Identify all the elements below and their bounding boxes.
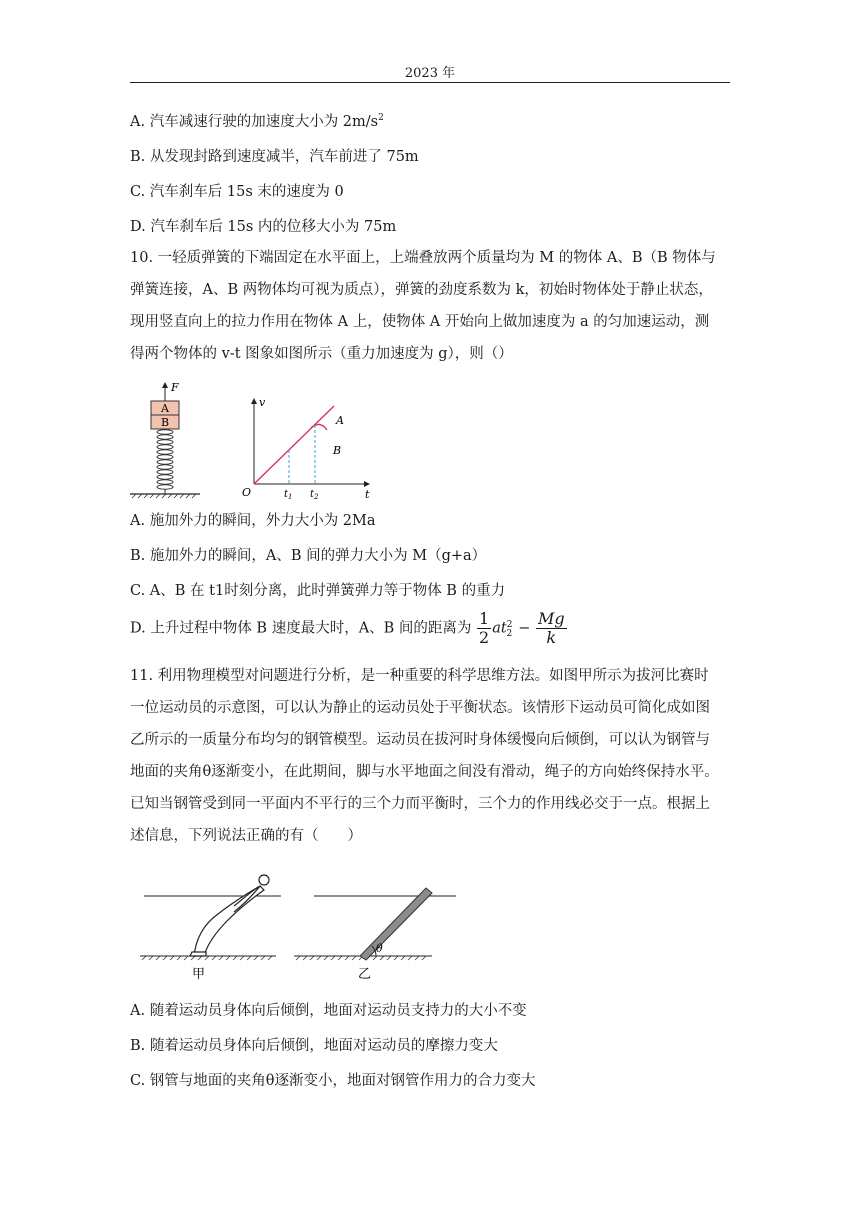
axis-t-label: t <box>365 488 370 501</box>
figure-yi-label: 乙 <box>358 967 372 982</box>
t1-label: $t_1$ <box>284 489 293 501</box>
angle-theta-label: θ <box>376 942 383 955</box>
q11-option-c: C. 钢管与地面的夹角θ逐渐变小，地面对钢管作用力的合力变大 <box>130 1073 536 1089</box>
q11-stem-line-3: 乙所示的一质量分布均匀的钢管模型。运动员在拔河时身体缓慢向后倾倒，可以认为钢管与 <box>130 732 710 748</box>
block-a-label: A <box>161 402 169 415</box>
q11-option-a: A. 随着运动员身体向后倾倒，地面对运动员支持力的大小不变 <box>130 1003 527 1019</box>
q11-stem-line-6: 述信息，下列说法正确的有（ ） <box>130 828 362 844</box>
q11-stem-line-4: 地面的夹角θ逐渐变小，在此期间，脚与水平地面之间没有滑动，绳子的方向始终保持水平。 <box>130 764 719 780</box>
q10-option-d: D. 上升过程中物体 B 速度最大时，A、B 间的距离为 $\frac{1}{2}$ $at^2_2$ − $\frac{Mg}{k}$ <box>130 609 565 647</box>
figure-jia-label: 甲 <box>192 967 206 982</box>
page-header-year: 2023 年 <box>404 66 456 81</box>
block-b-label: B <box>160 416 170 429</box>
q10-option-a: A. 施加外力的瞬间，外力大小为 2Ma <box>130 513 376 529</box>
q9-option-c: C. 汽车刹车后 15s 末的速度为 0 <box>130 184 344 200</box>
curve-a-line <box>254 406 334 484</box>
force-label: F <box>171 381 179 394</box>
t2-label: $t_2$ <box>310 489 319 501</box>
q10-stem-line-3: 现用竖直向上的拉力作用在物体 A 上，使物体 A 开始向上做加速度为 a 的匀加速运动，测 <box>130 314 710 330</box>
athlete-icon <box>190 875 269 956</box>
spring-icon <box>157 430 173 494</box>
q9-option-a: A. 汽车减速行驶的加速度大小为 $2m/s^2$ <box>130 113 384 130</box>
q10-number: 10. <box>130 250 154 266</box>
q10-figure <box>128 380 388 508</box>
q9-option-d: D. 汽车刹车后 15s 内的位移大小为 75m <box>130 219 397 235</box>
fraction-one-half: $\frac{1}{2}$ <box>479 609 490 647</box>
q11-number: 11. <box>130 668 154 684</box>
q9-option-b: B. 从发现封路到速度减半，汽车前进了 75m <box>130 149 419 165</box>
q11-stem-line-1: 11. 利用物理模型对问题进行分析，是一种重要的科学思维方法。如图甲所示为拔河比赛时 <box>130 668 709 684</box>
q11-option-b: B. 随着运动员身体向后倾倒，地面对运动员的摩擦力变大 <box>130 1038 498 1054</box>
q10-option-b: B. 施加外力的瞬间，A、B 间的弹力大小为 M（g+a） <box>130 548 487 564</box>
steel-pipe <box>360 888 432 960</box>
origin-label: O <box>242 486 252 499</box>
q10-stem-line-1: 10. 一轻质弹簧的下端固定在水平面上，上端叠放两个质量均为 M 的物体 A、B（B 物体与 <box>130 250 716 266</box>
fraction-mg-over-k: $\frac{Mg}{k}$ <box>537 609 565 647</box>
q11-stem-line-5: 已知当钢管受到同一平面内不平行的三个力而平衡时，三个力的作用线必交于一点。根据上 <box>130 796 710 812</box>
q11-stem-line-2: 一位运动员的示意图，可以认为静止的运动员处于平衡状态。该情形下运动员可简化成如图 <box>130 700 710 716</box>
q11-figure <box>136 866 466 984</box>
header-divider <box>130 82 730 83</box>
curve-b-label: B <box>333 444 342 457</box>
q10-stem-line-4: 得两个物体的 v-t 图象如图所示（重力加速度为 g），则（） <box>130 346 513 362</box>
q10-stem-line-2: 弹簧连接，A、B 两物体均可视为质点），弹簧的劲度系数为 k，初始时物体处于静止状态， <box>130 282 713 298</box>
axis-v-label: v <box>259 396 266 409</box>
q10-option-c: C. A、B 在 t1时刻分离，此时弹簧弹力等于物体 B 的重力 <box>130 583 506 599</box>
curve-a-label: A <box>336 414 344 427</box>
force-arrow-icon <box>162 382 168 388</box>
